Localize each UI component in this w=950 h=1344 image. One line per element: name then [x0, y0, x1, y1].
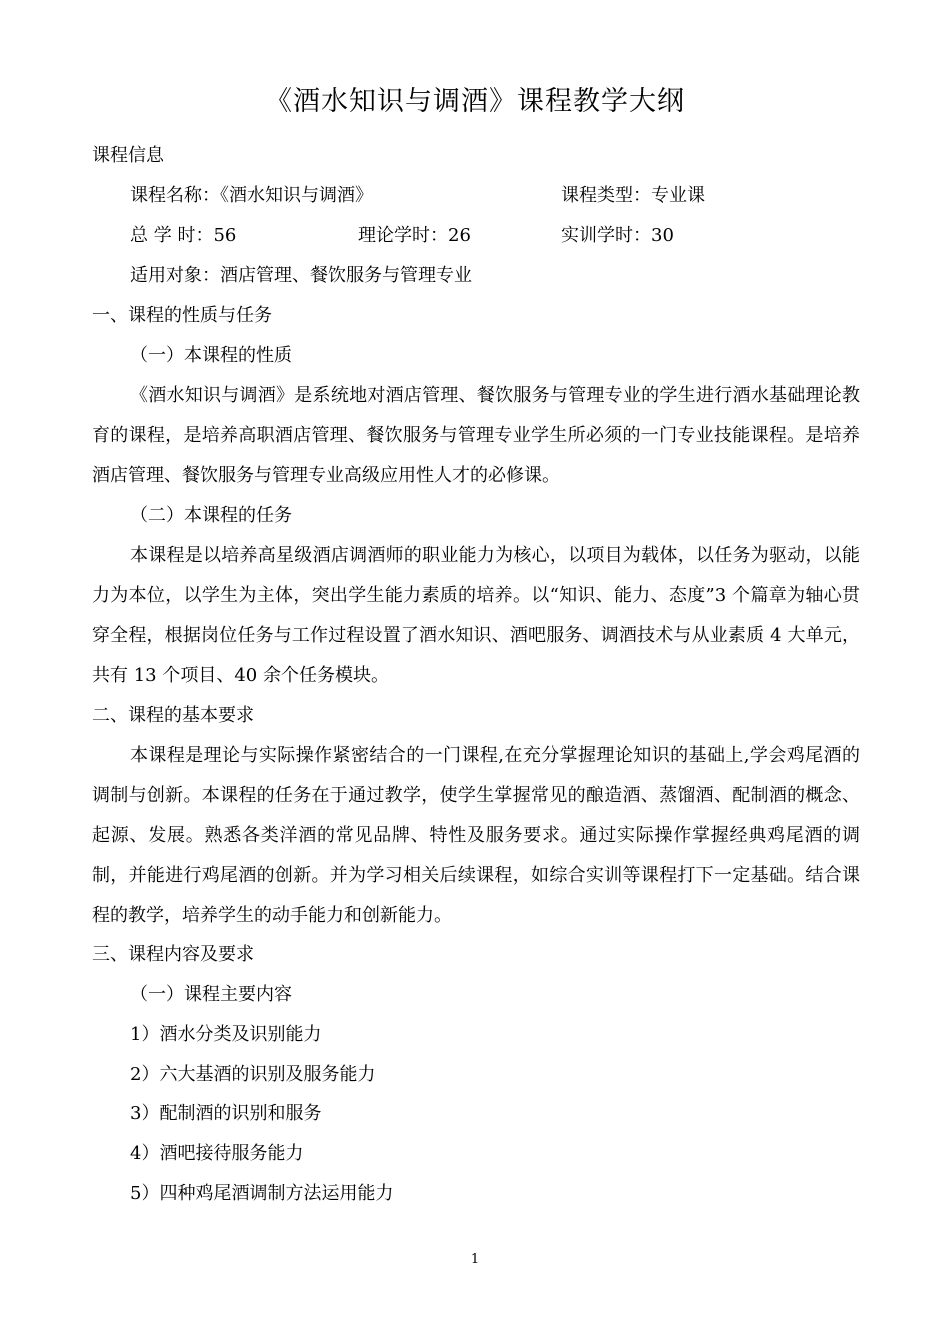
section1-para1: 《酒水知识与调酒》是系统地对酒店管理、餐饮服务与管理专业的学生进行酒水基础理论教育的课程，是培养高职酒店管理、餐饮服务与管理专业学生所必须的一门专业技能课程。是培养酒店管理、餐饮服务与管理专业高级应用性人才的必修课。: [92, 385, 860, 486]
course-info-heading: 课程信息: [92, 145, 164, 166]
total-hours: 总 学 时：56: [130, 225, 237, 246]
section3-heading: 三、课程内容及要求: [92, 944, 254, 965]
section1-sub1: （一）本课程的性质: [130, 345, 292, 366]
course-audience: 适用对象：酒店管理、餐饮服务与管理专业: [130, 265, 472, 286]
list-item: 3）配制酒的识别和服务: [130, 1103, 322, 1124]
section1-heading: 一、课程的性质与任务: [92, 305, 272, 326]
page-number: 1: [470, 1252, 480, 1267]
section2-heading: 二、课程的基本要求: [92, 705, 254, 726]
list-item: 1）酒水分类及识别能力: [130, 1024, 322, 1045]
list-item: 4）酒吧接待服务能力: [130, 1143, 304, 1164]
list-item: 5）四种鸡尾酒调制方法运用能力: [130, 1183, 394, 1204]
practice-hours: 实训学时：30: [561, 225, 674, 246]
course-type: 课程类型：专业课: [561, 185, 705, 206]
theory-hours: 理论学时：26: [358, 225, 471, 246]
page-title: 《酒水知识与调酒》课程教学大纲: [265, 86, 685, 117]
section1-sub2: （二）本课程的任务: [130, 505, 292, 526]
section2-para: 本课程是理论与实际操作紧密结合的一门课程,在充分掌握理论知识的基础上,学会鸡尾酒的调制与创新。本课程的任务在于通过教学，使学生掌握常见的酿造酒、蒸馏酒、配制酒的概念、起源、发展。熟悉各类洋酒的常见品牌、特性及服务要求。通过实际操作掌握经典鸡尾酒的调制，并能进行鸡尾酒的创新。并为学习相关后续课程，如综合实训等课程打下一定基础。结合课程的教学，培养学生的动手能力和创新能力。: [92, 745, 860, 926]
section1-para2: 本课程是以培养高星级酒店调酒师的职业能力为核心，以项目为载体，以任务为驱动，以能力为本位，以学生为主体，突出学生能力素质的培养。以“知识、能力、态度”3 个篇章为轴心贯穿全程，根据岗位任务与工作过程设置了酒水知识、酒吧服务、调酒技术与从业素质 4 大单元，共有 13 个项目、40 余个任务模块。: [92, 545, 860, 686]
course-name: 课程名称：《酒水知识与调酒》: [130, 185, 373, 206]
list-item: 2）六大基酒的识别及服务能力: [130, 1064, 376, 1085]
section3-sub1: （一）课程主要内容: [130, 984, 292, 1005]
